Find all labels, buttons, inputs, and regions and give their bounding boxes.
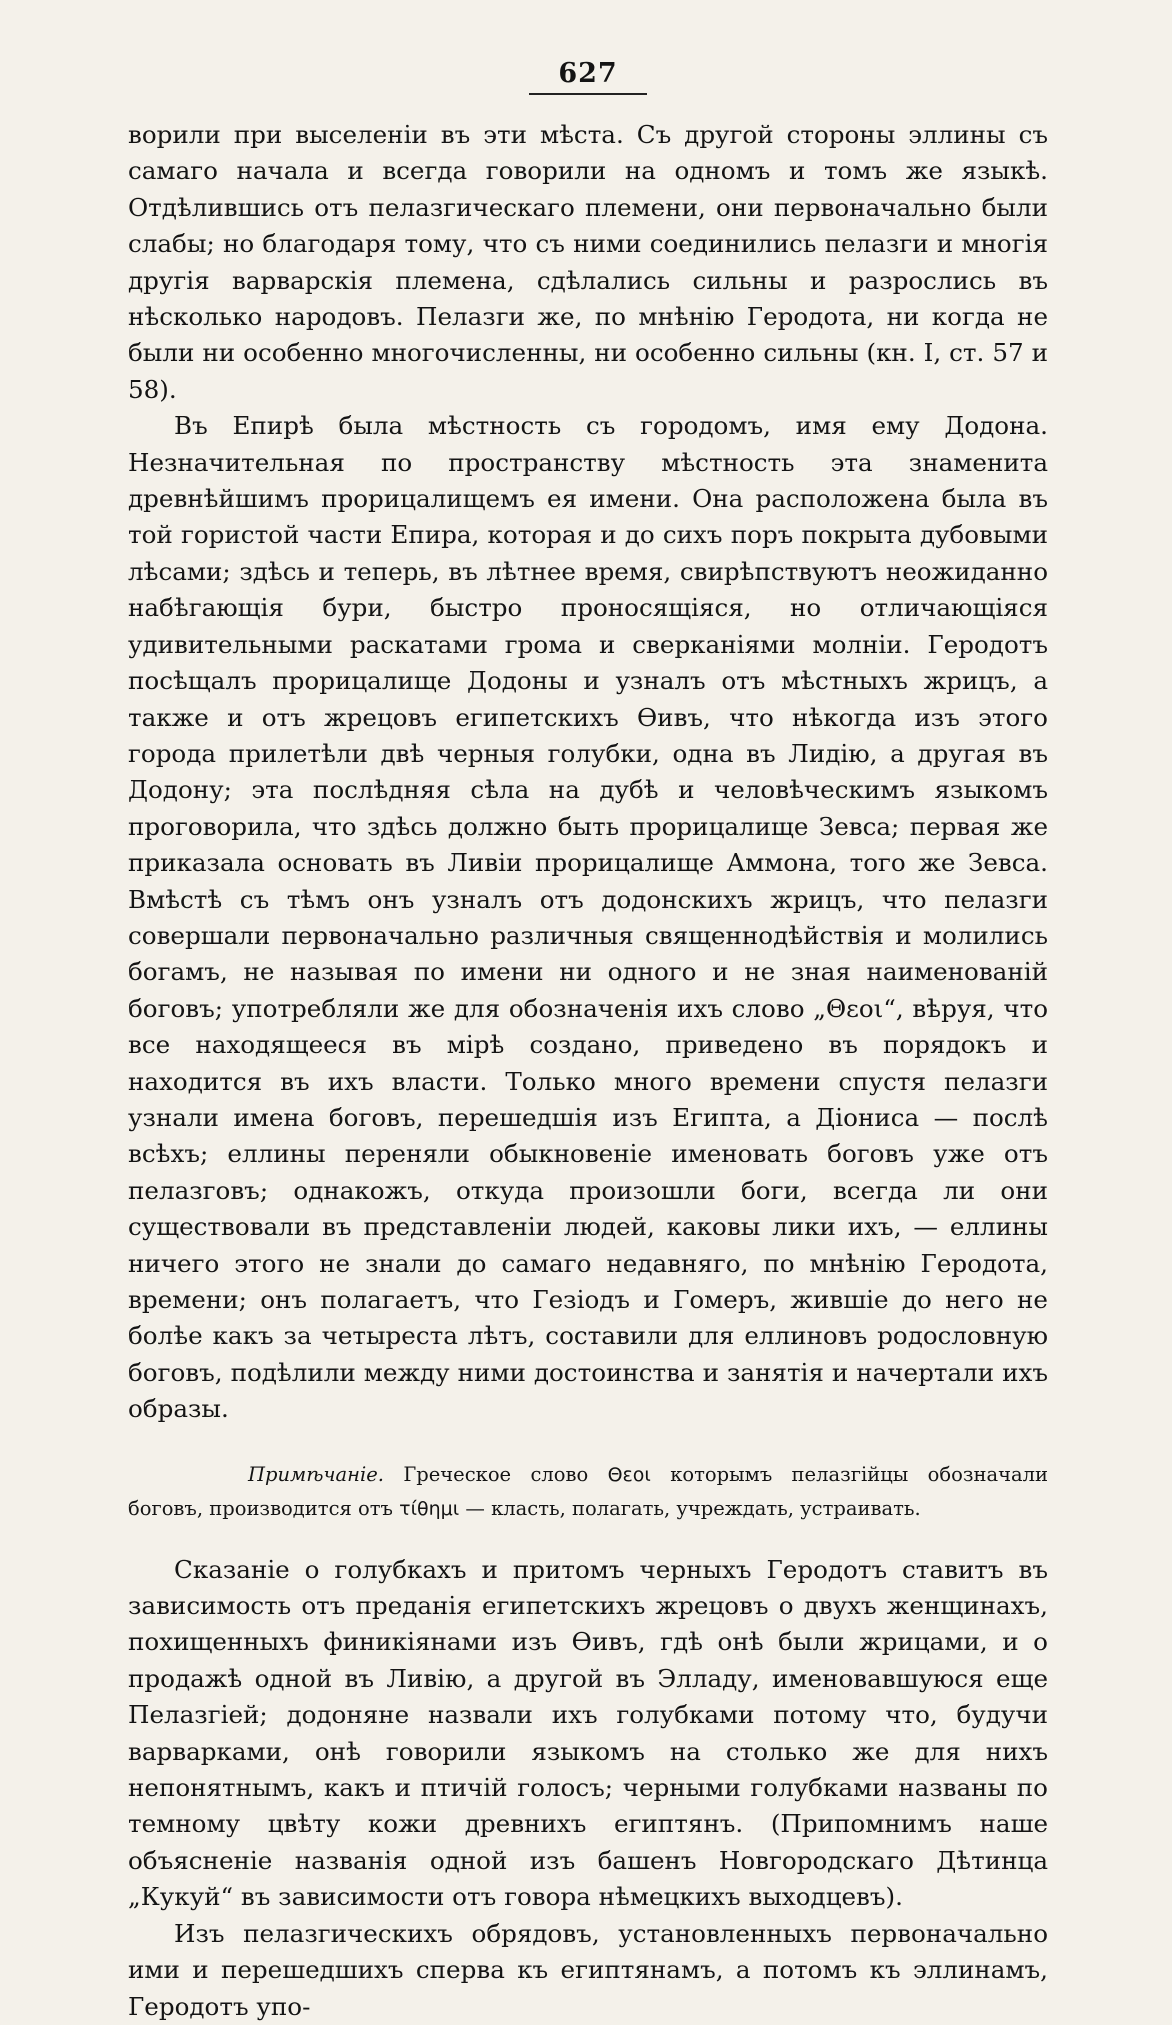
page-number: 627 (558, 58, 618, 89)
paragraph-2: Въ Епирѣ была мѣстность съ городомъ, имя ему Додона. Незначительная по пространству мѣстность эта знаменита древнѣйшимъ прорицалищемъ ея имени. Она расположена была въ той гористой части Епира, которая и до сихъ поръ покрыта дубовыми лѣсами; здѣсь и теперь, въ лѣтнее время, свирѣпствуютъ неожиданно набѣгающія бури, быстро проносящіяся, но отличающіяся удивительными раскатами грома и сверканіями молніи. Геродотъ посѣщалъ прорицалище Додоны и узналъ отъ мѣстныхъ жрицъ, а также и отъ жрецовъ египетскихъ Ѳивъ, что нѣкогда изъ этого города прилетѣли двѣ черныя голубки, одна въ Лидію, а другая въ Додону; эта послѣдняя сѣла на дубѣ и человѣческимъ языкомъ проговорила, что здѣсь должно быть прорицалище Зевса; первая же приказала основать въ Ливіи прорицалище Аммона, того же Зевса. Вмѣстѣ съ тѣмъ онъ узналъ отъ додонскихъ жрицъ, что пелазги совершали первоначально различныя священнодѣйствія и молились богамъ, не называя по имени ни одного и не зная наименованій боговъ; употребляли же для обозначенія ихъ слово „Θεοι“, вѣруя, что все находящееся въ мірѣ создано, приведено въ порядокъ и находится въ ихъ власти. Только много времени спустя пелазги узнали имена боговъ, перешедшія изъ Египта, а Діониса — послѣ всѣхъ; еллины переняли обыкновеніе именовать боговъ уже отъ пелазговъ; однакожъ, откуда произошли боги, всегда ли они существовали въ представленіи людей, каковы лики ихъ, — еллины ничего этого не знали до самаго недавняго, по мнѣнію Геродота, времени; онъ полагаетъ, что Гезіодъ и Гомеръ, жившіе до него не болѣе какъ за четыреста лѣтъ, составили для еллиновъ родословную боговъ, подѣлили между ними достоинства и занятія и начертали ихъ образы. (128, 411, 1048, 1424)
footnote-text-3: — класть, полагать, учреждать, устраивать. (465, 1496, 921, 1520)
footnote-greek-word: Θεοι (607, 1463, 651, 1486)
page-number-rule (529, 93, 647, 95)
footnote-text-1: Греческое слово (403, 1462, 589, 1486)
paragraph-3: Сказаніе о голубкахъ и притомъ черныхъ Геродотъ ставитъ въ зависимость отъ преданія египетскихъ жрецовъ о двухъ женщинахъ, похищенныхъ финикіянами изъ Ѳивъ, гдѣ онѣ были жрицами, и о продажѣ одной въ Ливію, а другой въ Элладу, именовавшуюся еще Пелазгіей; додоняне назвали ихъ голубками потому что, будучи варварками, онѣ говорили языкомъ на столько же для нихъ непонятнымъ, какъ и птичій голосъ; черными голубками названы по темному цвѣту кожи древнихъ египтянъ. (Припомнимъ наше объясненіе названія одной изъ башенъ Новгородскаго Дѣтинца „Кукуй“ въ зависимости отъ говора нѣмецкихъ выходцевъ). (128, 1554, 1048, 1912)
footnote (128, 1458, 1048, 1526)
footnote-label: Примѣчаніе. (248, 1462, 384, 1486)
footnote-text-2: которымъ пелазгійцы обозначали боговъ, производится отъ (128, 1462, 1048, 1520)
paragraph-1: ворили при выселеніи въ эти мѣста. Съ другой стороны эллины съ самаго начала и всегда говорили на одномъ и томъ же языкѣ. Отдѣлившись отъ пелазгическаго племени, они первоначально были слабы; но благодаря тому, что съ ними соединились пелазги и многія другія варварскія племена, сдѣлались сильны и разрослись въ нѣсколько народовъ. Пелазги же, по мнѣнію Геродота, ни когда не были ни особенно многочисленны, ни особенно сильны (кн. I, ст. 57 и 58). (128, 120, 1048, 404)
paragraph-4: Изъ пелазгическихъ обрядовъ, установленныхъ первоначально ими и перешедшихъ сперва къ египтянамъ, а потомъ къ эллинамъ, Геродотъ упо- (128, 1918, 1048, 2021)
footnote-greek-root: τίθημι (399, 1497, 460, 1520)
